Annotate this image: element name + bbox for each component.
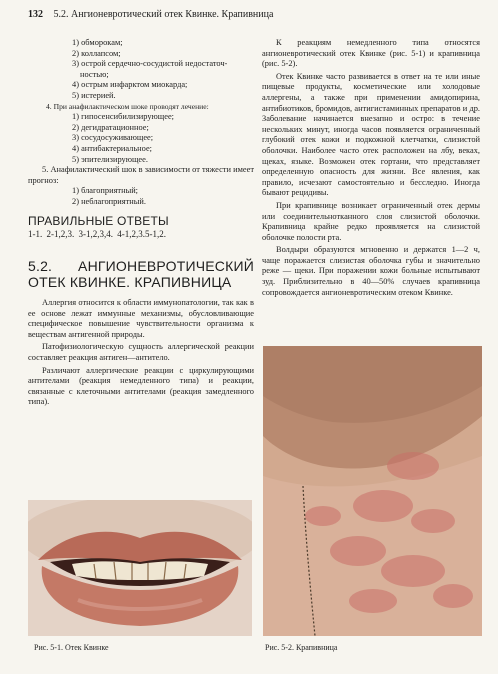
paragraph: Аллергия относится к области иммунопатологии, так как в ее основе лежат иммунные механизмы, обусловливающие специфическое повышение чувствительности организма к веществам антигенной природы. (28, 298, 254, 339)
answers-heading: ПРАВИЛЬНЫЕ ОТВЕТЫ (28, 213, 169, 228)
option-item: ностью; (80, 69, 109, 79)
question-title: 5. Анафилактический шок в зависимости от тяжести имеет прогноз: (28, 165, 254, 185)
paragraph: К реакциям немедленного типа относятся ангионевротический отек Квинке (рис. 5-1) и крапивница (рис. 5-2). (262, 38, 480, 69)
option-item: 3) сосудосуживающее; (72, 133, 154, 143)
paragraph: При крапивнице возникает ограниченный отек дермы или соединительнотканного слоя слизистой оболочки. Крапивница крайне редко проявляется на слизистой оболочке полости рта. (262, 200, 480, 242)
paragraph: Волдыри образуются мгновенно и держатся 1—2 ч, чаще поражается слизистая оболочка губы и значительно реже — щеки. При поражении кожи больные испытывают зуд. Приблизительно в 40—50% случаев крапивница сопровождается ангионевротическим отеком Квинке. (262, 245, 480, 297)
lips-illustration (28, 500, 252, 636)
question-title: 4. При анафилактическом шоке проводят лечение: (46, 101, 209, 111)
left-column (28, 38, 254, 410)
running-title: 5.2. Ангионевротический отек Квинке. Крапивница (53, 9, 274, 20)
section-title: 5.2. АНГИОНЕВРОТИЧЕСКИЙ ОТЕК КВИНКЕ. КРАПИВНИЦА (28, 258, 254, 291)
option-item: 4) острым инфарктом миокарда; (72, 80, 188, 90)
option-item: 5) истерией. (72, 90, 116, 100)
option-item: 5) эпителизирующее. (72, 154, 148, 164)
answers-text: 1-1. 2-1,2,3. 3-1,2,3,4. 4-1,2,3.5-1,2. (28, 229, 166, 240)
neck-illustration (263, 346, 482, 636)
option-item: 2) неблагоприятный. (72, 196, 146, 206)
right-column (262, 38, 480, 300)
option-item: 4) антибактериальное; (72, 143, 153, 153)
option-item: 2) дегидратационное; (72, 122, 149, 132)
option-item: 1) обморокам; (72, 38, 123, 47)
figure-caption: Рис. 5-2. Крапивница (265, 643, 338, 652)
option-item: 3) острой сердечно-сосудистой недостаточ- (72, 59, 228, 69)
option-item: 1) гипосенсибилизирующее; (72, 112, 175, 122)
figure-caption: Рис. 5-1. Отек Квинке (34, 643, 109, 652)
paragraph: Патофизиологическую сущность аллергической реакции составляет реакция антиген—антитело. (28, 342, 254, 363)
figure-lips-photo (28, 500, 252, 636)
page-number: 132 (28, 9, 43, 20)
figure-neck-photo (263, 346, 482, 636)
page-header (28, 9, 488, 21)
paragraph: Различают аллергические реакции с циркулирующими антителами (реакция немедленного типа) и реакции, связанные с клеточными антителами (реакция замедленного типа). (28, 365, 254, 407)
option-item: 1) благоприятный; (72, 186, 139, 196)
paragraph: Отек Квинке часто развивается в ответ на те или иные пищевые продукты, косметические или холодовые аллергены, а также при применении амидопирина, антибиотиков, бромидов, антигистаминных препаратов и др. Заболевание начинается внезапно и остро: в течение нескольких минут, иногда часов появляется ограниченный глубокий отек кожи и подкожной клетчатки, слизистой оболочки. Наиболее часто отек расположен на лбу, веках, щеках, языке. Возможен отек гортани, что представляет определенную опасность для жизни. Все явления, как правило, исчезают самостоятельно и бесследно. Иногда бывают рецидивы. (262, 71, 480, 198)
option-item: 2) коллапсом; (72, 48, 121, 58)
